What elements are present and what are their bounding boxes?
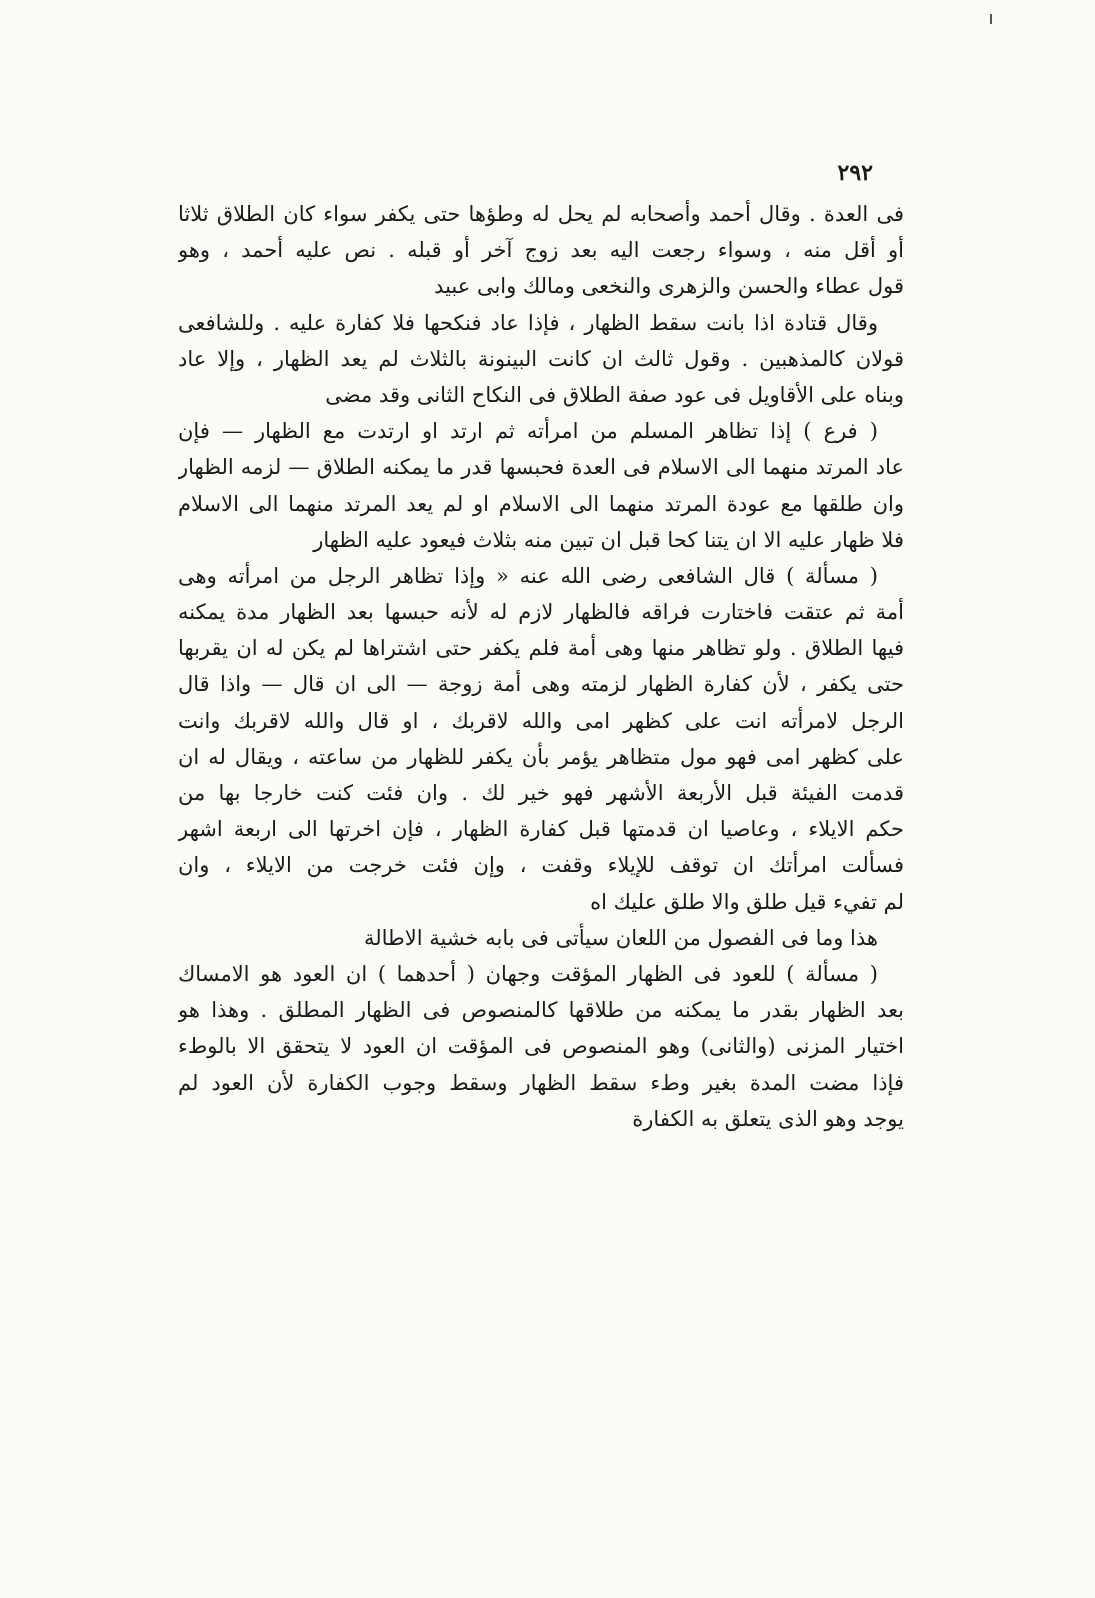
text-line: فسألت امرأتك ان توقف للإيلاء وقفت ، وإن فئت خرجت من الايلاء ، وان bbox=[178, 853, 904, 878]
text-line: بعد الظهار بقدر ما يمكنه من طلاقها كالمنصوص فى الظهار المطلق . وهذا هو bbox=[178, 998, 904, 1023]
text-line: فإذا مضت المدة بغير وطء سقط الظهار وسقط وجوب الكفارة لأن العود لم bbox=[178, 1070, 904, 1095]
text-line: وبناه على الأقاويل فى عود صفة الطلاق فى النكاح الثانى وقد مضى bbox=[325, 382, 904, 407]
text-line: الرجل لامرأته انت على كظهر امى والله لاقربك ، او قال والله لاقربك وانت bbox=[178, 708, 904, 733]
text-line: هذا وما فى الفصول من اللعان سيأتى فى بابه خشية الاطالة bbox=[363, 925, 878, 950]
text-line: فى العدة . وقال أحمد وأصحابه لم يحل له وطؤها حتى يكفر سواء كان الطلاق ثلاثا bbox=[178, 202, 904, 226]
page-number: ٢٩٢ bbox=[837, 160, 873, 186]
text-line: عاد المرتد منهما الى الاسلام فى العدة فحبسها قدر ما يمكنه الطلاق — لزمه الظهار bbox=[178, 455, 904, 480]
text-line: لم تفيء قيل طلق والا طلق عليك اه bbox=[590, 889, 904, 914]
text-line: وان طلقها مع عودة المرتد منهما الى الاسلام او لم يعد المرتد منهما الى الاسلام bbox=[178, 491, 904, 516]
text-line: حكم الايلاء ، وعاصيا ان قدمتها قبل كفارة الظهار ، فإن اخرتها الى اربعة اشهر bbox=[178, 817, 904, 842]
text-line: ( مسألة ) قال الشافعى رضى الله عنه « وإذا تظاهر الرجل من امرأته وهى bbox=[178, 563, 878, 588]
body-text bbox=[178, 196, 904, 1137]
text-line: قدمت الفيئة قبل الأربعة الأشهر فهو خير لك . وان فئت كنت خارجا بها من bbox=[178, 781, 904, 805]
text-line: يوجد وهو الذى يتعلق به الكفارة bbox=[632, 1106, 904, 1131]
text-line: فلا ظهار عليه الا ان يتنا كحا قبل ان تبين منه بثلاث فيعود عليه الظهار bbox=[313, 527, 904, 552]
text-line: فيها الطلاق . ولو تظاهر منها وهى أمة فلم يكفر حتى اشتراها لم يكن له ان يقربها bbox=[178, 636, 904, 661]
text-line: قول عطاء والحسن والزهرى والنخعى ومالك وابى عبيد bbox=[434, 274, 904, 299]
text-line: ( مسألة ) للعود فى الظهار المؤقت وجهان ( أحدهما ) ان العود هو الامساك bbox=[178, 961, 878, 986]
text-line: أمة ثم عتقت فاختارت فراقه فالظهار لازم له لأنه حبسها بعد الظهار مدة يمكنه bbox=[178, 600, 904, 625]
text-line: حتى يكفر ، لأن كفارة الظهار لزمته وهى أمة زوجة — الى ان قال — واذا قال bbox=[178, 672, 904, 697]
text-line: أو أقل منه ، وسواء رجعت اليه بعد زوج آخر أو قبله . نص عليه أحمد ، وهو bbox=[178, 238, 904, 263]
scan-mark bbox=[990, 14, 992, 24]
text-line: على كظهر امى فهو مول متظاهر يؤمر بأن يكفر للظهار من ساعته ، ويقال له ان bbox=[178, 744, 904, 769]
text-line: ( فرع ) إذا تظاهر المسلم من امرأته ثم ارتد او ارتدت مع الظهار — فإن bbox=[178, 419, 878, 444]
text-line: اختيار المزنى (والثانى) وهو المنصوص فى المؤقت ان العود لا يتحقق الا بالوطء bbox=[178, 1034, 904, 1059]
text-line: قولان كالمذهبين . وقول ثالث ان كانت البينونة بالثلاث لم يعد الظهار ، وإلا عاد bbox=[178, 346, 904, 371]
text-line: وقال قتادة اذا بانت سقط الظهار ، فإذا عاد فنكحها فلا كفارة عليه . وللشافعى bbox=[178, 310, 878, 335]
